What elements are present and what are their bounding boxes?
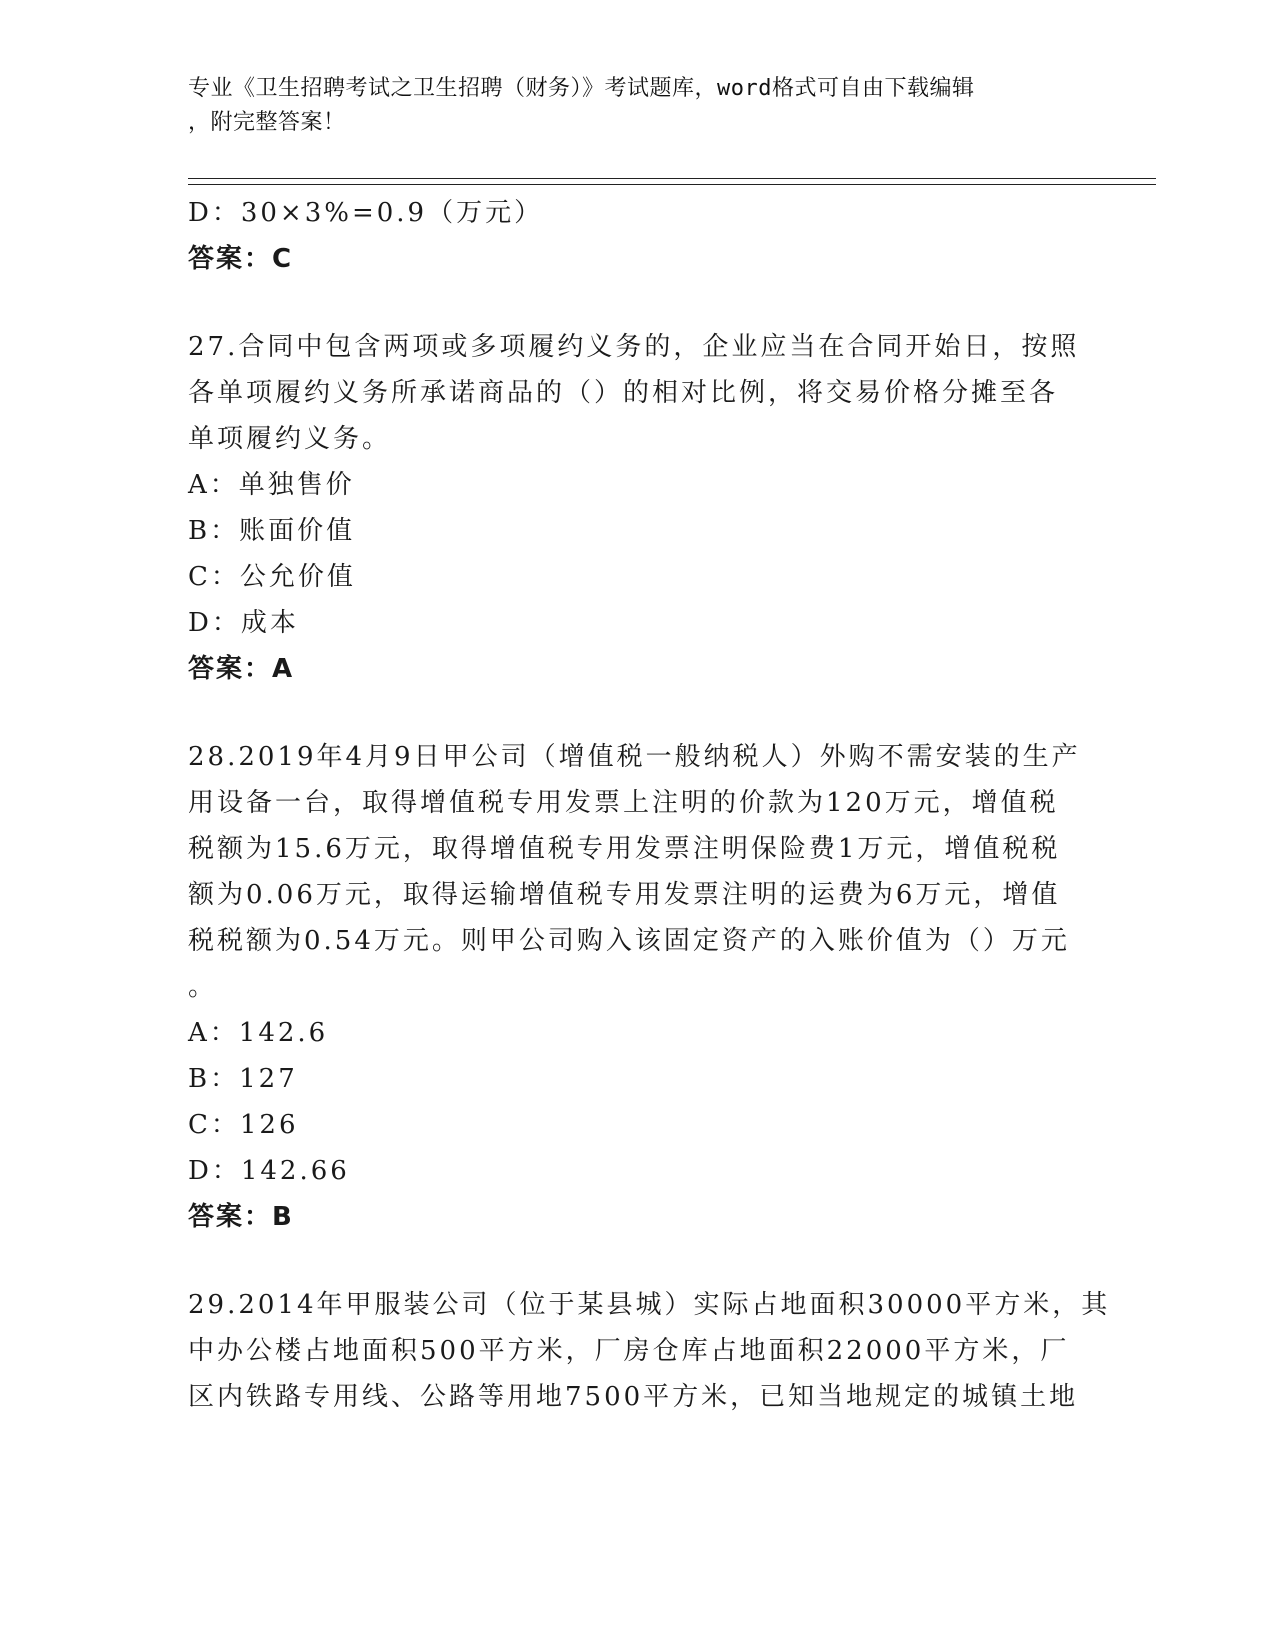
prev-option-d: D：30×3%=0.9（万元） <box>188 198 544 228</box>
question-28-line-6: 。 <box>188 972 218 1002</box>
question-28-option-d: D：142.66 <box>188 1156 350 1186</box>
question-28-option-b: B：127 <box>188 1064 298 1094</box>
header-divider-top <box>188 178 1156 179</box>
question-27 <box>188 324 1088 462</box>
question-29 <box>188 1282 1111 1420</box>
question-28-option-a: A：142.6 <box>188 1018 329 1048</box>
question-28-line-4: 额为0.06万元，取得运输增值税专用发票注明的运费为6万元，增值 <box>188 880 1061 910</box>
header-line-1: 专业《卫生招聘考试之卫生招聘（财务）》考试题库，word格式可自由下载编辑 <box>188 76 975 101</box>
question-27-option-d: D：成本 <box>188 608 299 638</box>
question-29-line-1: 29.2014年甲服装公司（位于某县城）实际占地面积30000平方米，其 <box>188 1290 1111 1320</box>
question-27-option-a: A：单独售价 <box>188 470 355 500</box>
question-27-option-b: B：账面价值 <box>188 516 356 546</box>
document-header <box>188 72 1068 140</box>
header-divider-bottom <box>188 184 1156 185</box>
question-28-line-1: 28.2019年4月9日甲公司（增值税一般纳税人）外购不需安装的生产 <box>188 742 1081 772</box>
question-28-line-2: 用设备一台，取得增值税专用发票上注明的价款为120万元，增值税 <box>188 788 1059 818</box>
question-28-option-c: C：126 <box>188 1110 299 1140</box>
question-29-line-2: 中办公楼占地面积500平方米，厂房仓库占地面积22000平方米，厂 <box>188 1336 1070 1366</box>
question-28-line-3: 税额为15.6万元，取得增值税专用发票注明保险费1万元，增值税税 <box>188 834 1061 864</box>
question-27-line-2: 各单项履约义务所承诺商品的（）的相对比例，将交易价格分摊至各 <box>188 378 1059 408</box>
question-27-answer: 答案：A <box>188 654 295 684</box>
question-27-line-3: 单项履约义务。 <box>188 424 392 454</box>
question-27-line-1: 27.合同中包含两项或多项履约义务的，企业应当在合同开始日，按照 <box>188 332 1080 362</box>
header-line-2: ，附完整答案！ <box>188 110 346 135</box>
question-28-answer: 答案：B <box>188 1202 294 1232</box>
prev-answer: 答案：C <box>188 244 294 274</box>
question-29-line-3: 区内铁路专用线、公路等用地7500平方米，已知当地规定的城镇土地 <box>188 1382 1079 1412</box>
question-27-option-c: C：公允价值 <box>188 562 356 592</box>
question-28 <box>188 734 1088 1010</box>
document-body <box>188 190 1111 1420</box>
question-28-line-5: 税税额为0.54万元。则甲公司购入该固定资产的入账价值为（）万元 <box>188 926 1070 956</box>
